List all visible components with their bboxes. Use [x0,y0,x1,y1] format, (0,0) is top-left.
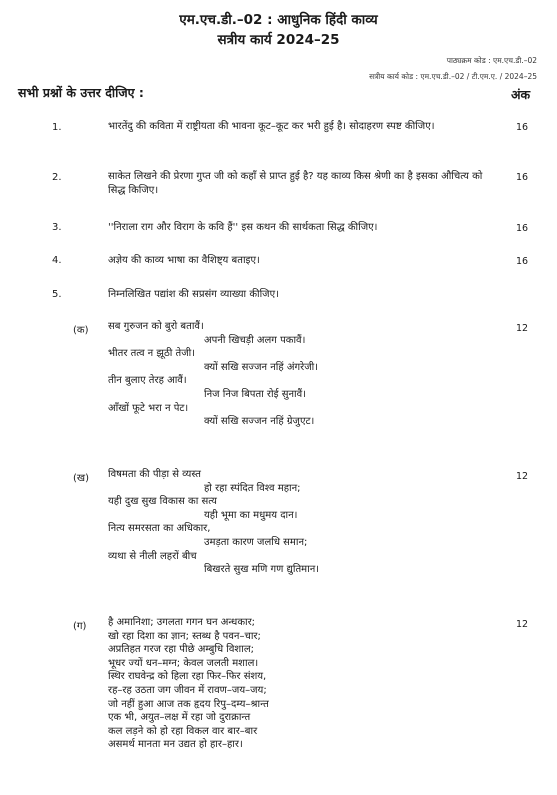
verse-line: बिखरते सुख मणि गण द्युतिमान। [204,564,320,576]
question-number: 1. [52,122,62,133]
sub-question-marks: 12 [516,471,529,482]
verse-line: नित्य समरसता का अधिकार, [108,523,211,535]
verse-line: आँखों फूटे भरा न पेट। [108,402,189,414]
question-number: 2. [52,172,62,183]
question-number: 5. [52,289,62,300]
verse-line: भीतर तत्व न झूठी तेजी। [108,348,196,360]
question-text: साकेत लिखने की प्रेरणा गुप्त जी को कहाँ से प्राप्त हुई है? यह काव्य किस श्रेणी का है इसका औचित्य को सिद्ध किजिए। [108,171,483,196]
assignment-code: सत्रीय कार्य कोड : एम.एच.डी.–02 / टी.एम.ए. / 2024–25 [369,72,537,81]
verse-line: उमड़ता कारण जलधि समान; [204,536,308,548]
verse-line: अपनी खिचड़ी अलग पकावैं। [204,334,306,346]
question-text: अज्ञेय की काव्य भाषा का वैशिष्ट्य बताइए। [108,255,260,266]
sub-question-marks: 12 [516,619,529,630]
sub-question-label: (क) [73,325,89,336]
question-marks: 16 [516,256,529,267]
verse-line: क्यों सखि सज्जन नहिं ग्रेजुएट। [204,416,315,428]
verse-line: असमर्थ मानता मन उद्यत हो हार–हार। [108,739,243,751]
page-title: एम.एच.डी.–02 : आधुनिक हिंदी काव्य [179,12,378,28]
verse-line: जो नहीं हुआ आज तक हृदय रिपु–दम्य–श्रान्त [108,698,269,710]
verse-block [108,468,319,577]
course-code: पाठ्यक्रम कोड : एम.एच.डी.–02 [446,56,537,65]
verse-line: कल लड़ने को हो रहा विकल वार बार–बार [108,725,258,737]
verse-line: तीन बुलाए तेरह आवैं। [108,375,187,387]
verse-line: विषमता की पीड़ा से व्यस्त [108,469,201,480]
page-subtitle: सत्रीय कार्य 2024–25 [217,32,340,48]
sub-question-marks: 12 [516,323,529,334]
sub-question-label: (ख) [73,473,89,484]
verse-line: सब गुरुजन को बुरो बतावैं। [108,321,204,332]
verse-line: खो रहा दिशा का ज्ञान; स्तब्ध है पवन–चार; [108,630,261,642]
question-number: 3. [52,222,62,233]
verse-block [108,616,269,752]
verse-block [108,320,318,429]
verse-line: क्यों सखि सज्जन नहिं अंगरेजी। [204,361,319,373]
instruction-heading: सभी प्रश्नों के उत्तर दीजिए : [18,85,144,100]
question-marks: 16 [516,223,529,234]
question-number: 4. [52,255,62,266]
verse-line: हो रहा स्पंदित विश्व महान; [204,482,301,494]
question-marks: 16 [516,172,529,183]
marks-heading: अंक [511,87,531,102]
verse-line: स्थिर राघवेन्द्र को हिला रहा फिर–फिर संशय, [108,671,267,683]
verse-line: एक भी, अयुत–लक्ष में रहा जो दुराक्रान्त [108,712,251,724]
verse-line: यही भूमा का मधुमय दान। [204,509,298,521]
sub-question-label: (ग) [73,621,87,632]
verse-line: अप्रतिहत गरज रहा पीछे अम्बुधि विशाल; [108,644,254,656]
question-marks: 16 [516,122,529,133]
verse-line: है अमानिशा; उगलता गगन घन अन्धकार; [108,617,256,628]
question-text: भारतेंदु की कविता में राष्ट्रीयता की भावना कूट–कूट कर भरी हुई है। सोदाहरण स्पष्ट कीजिए। [108,121,435,132]
question-text: निम्नलिखित पद्यांश की सप्रसंग व्याख्या कीजिए। [108,289,279,300]
question-text: ''निराला राग और विराग के कवि हैं'' इस कथन की सार्थकता सिद्ध कीजिए। [108,222,378,233]
verse-line: भूधर ज्यों धन–मग्न; केवल जलती मशाल। [108,657,259,669]
verse-line: व्यथा से नीली लहरों बीच [108,550,197,562]
verse-line: यही दुख सुख विकास का सत्य [108,496,217,508]
verse-line: रह–रह उठता जग जीवन में रावण–जय–जय; [108,684,267,696]
verse-line: निज निज बिपता रोई सुनावैं। [204,388,306,400]
